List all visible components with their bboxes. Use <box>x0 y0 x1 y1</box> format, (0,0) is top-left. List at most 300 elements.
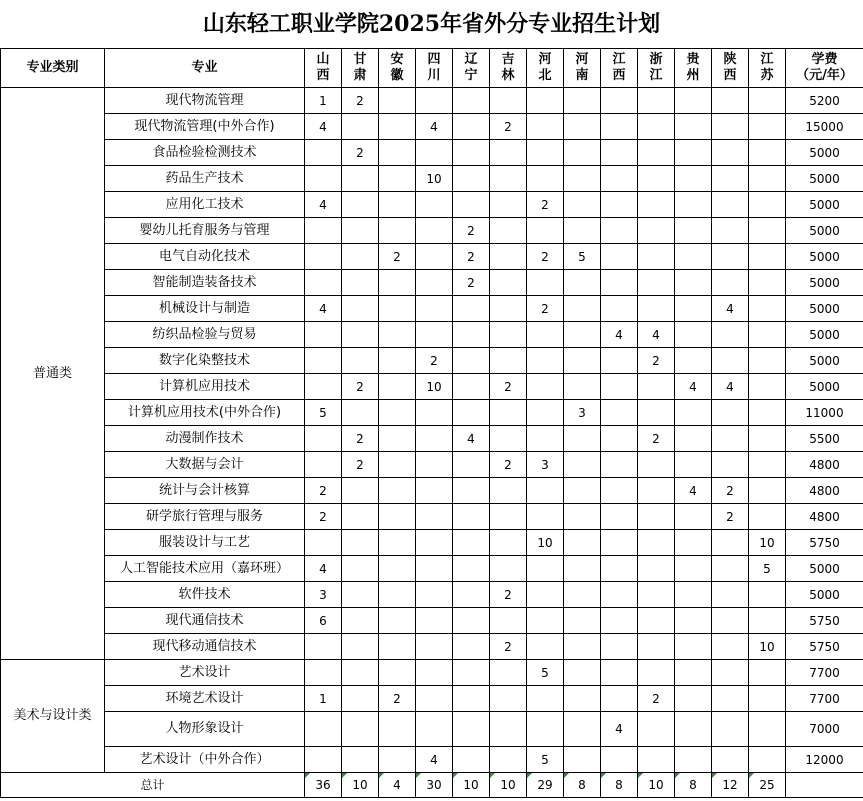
count-cell <box>601 747 638 773</box>
count-cell <box>527 348 564 374</box>
count-cell <box>490 686 527 712</box>
major-cell: 软件技术 <box>105 582 305 608</box>
header-province-char: 苏 <box>760 68 774 83</box>
header-category: 专业类别 <box>1 49 105 88</box>
count-cell <box>527 218 564 244</box>
count-cell <box>379 634 416 660</box>
count-cell <box>416 712 453 747</box>
count-cell <box>749 400 786 426</box>
count-cell: 2 <box>453 218 490 244</box>
count-cell <box>305 270 342 296</box>
table-footer <box>1 773 863 798</box>
count-cell <box>527 140 564 166</box>
count-cell <box>749 244 786 270</box>
count-cell <box>564 747 601 773</box>
count-cell <box>638 556 675 582</box>
count-cell <box>675 556 712 582</box>
total-count-cell: 8 <box>601 773 638 798</box>
count-cell <box>601 166 638 192</box>
header-province <box>527 49 564 88</box>
count-cell: 6 <box>305 608 342 634</box>
count-cell <box>527 504 564 530</box>
count-cell <box>601 140 638 166</box>
count-cell <box>712 400 749 426</box>
count-cell <box>638 88 675 114</box>
count-cell <box>675 166 712 192</box>
fee-cell: 4800 <box>786 504 863 530</box>
count-cell <box>675 244 712 270</box>
count-cell: 2 <box>712 504 749 530</box>
count-cell <box>712 322 749 348</box>
count-cell <box>601 530 638 556</box>
count-cell <box>675 270 712 296</box>
count-cell <box>305 322 342 348</box>
count-cell <box>342 747 379 773</box>
count-cell <box>601 426 638 452</box>
major-cell: 现代通信技术 <box>105 608 305 634</box>
table-row <box>1 452 863 478</box>
total-label: 总计 <box>1 773 305 798</box>
count-cell <box>490 712 527 747</box>
table-row <box>1 114 863 140</box>
header-province <box>416 49 453 88</box>
count-cell <box>379 478 416 504</box>
count-cell <box>305 712 342 747</box>
count-cell <box>416 452 453 478</box>
count-cell <box>638 140 675 166</box>
total-row <box>1 773 863 798</box>
count-cell <box>712 556 749 582</box>
count-cell <box>564 686 601 712</box>
count-cell: 4 <box>675 478 712 504</box>
total-count-cell: 10 <box>638 773 675 798</box>
count-cell: 4 <box>453 426 490 452</box>
count-cell <box>675 114 712 140</box>
count-cell <box>749 88 786 114</box>
header-province-char: 西 <box>316 68 330 83</box>
count-cell: 2 <box>416 348 453 374</box>
major-cell: 食品检验检测技术 <box>105 140 305 166</box>
major-cell: 统计与会计核算 <box>105 478 305 504</box>
count-cell <box>749 712 786 747</box>
table-row <box>1 374 863 400</box>
count-cell <box>638 400 675 426</box>
header-province-char: 川 <box>427 68 441 83</box>
count-cell <box>305 660 342 686</box>
count-cell <box>453 400 490 426</box>
count-cell <box>342 582 379 608</box>
fee-cell: 4800 <box>786 478 863 504</box>
count-cell <box>712 348 749 374</box>
count-cell <box>342 660 379 686</box>
table-row <box>1 322 863 348</box>
count-cell <box>712 426 749 452</box>
count-cell <box>416 296 453 322</box>
count-cell <box>379 140 416 166</box>
count-cell <box>490 348 527 374</box>
count-cell <box>601 348 638 374</box>
header-province-char: 山 <box>316 52 330 67</box>
total-count-cell: 29 <box>527 773 564 798</box>
header-province <box>342 49 379 88</box>
count-cell <box>638 634 675 660</box>
count-cell <box>564 374 601 400</box>
table-header <box>1 49 863 88</box>
count-cell <box>601 478 638 504</box>
header-province <box>564 49 601 88</box>
count-cell <box>601 582 638 608</box>
table-row <box>1 400 863 426</box>
count-cell <box>379 218 416 244</box>
count-cell <box>342 556 379 582</box>
count-cell <box>305 244 342 270</box>
count-cell <box>527 374 564 400</box>
count-cell <box>527 478 564 504</box>
count-cell <box>675 426 712 452</box>
header-province-char: 贵 <box>686 52 700 67</box>
count-cell <box>712 270 749 296</box>
count-cell <box>453 296 490 322</box>
total-count-cell: 8 <box>675 773 712 798</box>
count-cell <box>638 192 675 218</box>
count-cell <box>490 400 527 426</box>
count-cell: 2 <box>638 686 675 712</box>
count-cell <box>601 634 638 660</box>
table-row <box>1 686 863 712</box>
count-cell <box>490 504 527 530</box>
count-cell <box>416 426 453 452</box>
count-cell <box>675 582 712 608</box>
count-cell <box>712 747 749 773</box>
count-cell <box>749 686 786 712</box>
count-cell <box>379 374 416 400</box>
count-cell <box>749 218 786 244</box>
count-cell: 1 <box>305 686 342 712</box>
count-cell <box>638 166 675 192</box>
count-cell: 2 <box>527 192 564 218</box>
table-row <box>1 608 863 634</box>
count-cell <box>379 608 416 634</box>
count-cell <box>601 400 638 426</box>
count-cell <box>712 530 749 556</box>
major-cell: 计算机应用技术 <box>105 374 305 400</box>
count-cell <box>749 140 786 166</box>
count-cell <box>490 660 527 686</box>
header-province-char: 江 <box>649 68 663 83</box>
count-cell <box>712 712 749 747</box>
count-cell <box>564 322 601 348</box>
count-cell <box>675 296 712 322</box>
header-province <box>712 49 749 88</box>
count-cell <box>379 166 416 192</box>
count-cell: 2 <box>453 244 490 270</box>
total-count-cell: 36 <box>305 773 342 798</box>
major-cell: 应用化工技术 <box>105 192 305 218</box>
count-cell: 2 <box>490 634 527 660</box>
count-cell: 4 <box>305 114 342 140</box>
count-cell <box>453 322 490 348</box>
count-cell <box>564 712 601 747</box>
count-cell <box>601 192 638 218</box>
count-cell <box>601 296 638 322</box>
count-cell <box>416 608 453 634</box>
count-cell <box>712 244 749 270</box>
count-cell <box>453 712 490 747</box>
count-cell <box>601 504 638 530</box>
count-cell <box>749 747 786 773</box>
count-cell: 2 <box>527 244 564 270</box>
table-row <box>1 712 863 747</box>
table-row <box>1 218 863 244</box>
count-cell <box>305 374 342 400</box>
count-cell <box>416 530 453 556</box>
count-cell <box>638 660 675 686</box>
total-count-cell: 10 <box>342 773 379 798</box>
major-cell: 人工智能技术应用（嘉环班） <box>105 556 305 582</box>
header-province-char: 河 <box>575 52 589 67</box>
count-cell <box>342 166 379 192</box>
header-province <box>675 49 712 88</box>
count-cell <box>675 530 712 556</box>
count-cell <box>453 452 490 478</box>
count-cell: 2 <box>305 478 342 504</box>
count-cell <box>749 478 786 504</box>
count-cell: 4 <box>712 296 749 322</box>
count-cell <box>675 608 712 634</box>
table-body <box>1 88 863 773</box>
count-cell <box>638 504 675 530</box>
fee-cell: 5750 <box>786 634 863 660</box>
count-cell <box>453 504 490 530</box>
count-cell: 10 <box>416 166 453 192</box>
count-cell <box>601 88 638 114</box>
count-cell: 3 <box>305 582 342 608</box>
count-cell <box>379 322 416 348</box>
table-row <box>1 270 863 296</box>
count-cell <box>712 608 749 634</box>
count-cell <box>416 192 453 218</box>
header-province-char: 江 <box>612 52 626 67</box>
count-cell: 2 <box>638 426 675 452</box>
count-cell <box>601 608 638 634</box>
table-row <box>1 556 863 582</box>
count-cell <box>675 88 712 114</box>
count-cell: 2 <box>490 452 527 478</box>
count-cell <box>749 582 786 608</box>
total-fee-cell <box>786 773 863 798</box>
count-cell <box>675 747 712 773</box>
count-cell <box>453 686 490 712</box>
total-count-cell: 12 <box>712 773 749 798</box>
major-cell: 动漫制作技术 <box>105 426 305 452</box>
count-cell: 3 <box>564 400 601 426</box>
count-cell: 5 <box>527 747 564 773</box>
count-cell: 10 <box>416 374 453 400</box>
table-row <box>1 582 863 608</box>
count-cell: 5 <box>305 400 342 426</box>
count-cell <box>490 608 527 634</box>
header-fee <box>786 49 863 88</box>
header-province <box>638 49 675 88</box>
fee-cell: 5750 <box>786 530 863 556</box>
fee-cell: 5000 <box>786 296 863 322</box>
count-cell <box>712 192 749 218</box>
count-cell <box>527 608 564 634</box>
count-cell <box>527 582 564 608</box>
major-cell: 婴幼儿托育服务与管理 <box>105 218 305 244</box>
total-count-cell: 4 <box>379 773 416 798</box>
count-cell <box>675 348 712 374</box>
total-count-cell: 30 <box>416 773 453 798</box>
count-cell <box>564 88 601 114</box>
count-cell <box>749 192 786 218</box>
table-row <box>1 426 863 452</box>
count-cell <box>638 530 675 556</box>
table-row <box>1 530 863 556</box>
count-cell <box>490 140 527 166</box>
count-cell <box>712 218 749 244</box>
major-cell: 数字化染整技术 <box>105 348 305 374</box>
header-province-char: 北 <box>538 68 552 83</box>
count-cell <box>527 634 564 660</box>
table-row <box>1 478 863 504</box>
count-cell <box>305 452 342 478</box>
fee-cell: 15000 <box>786 114 863 140</box>
count-cell: 3 <box>527 452 564 478</box>
major-cell: 纺织品检验与贸易 <box>105 322 305 348</box>
table-row <box>1 244 863 270</box>
fee-cell: 5000 <box>786 322 863 348</box>
count-cell <box>379 114 416 140</box>
count-cell <box>675 218 712 244</box>
count-cell <box>379 747 416 773</box>
count-cell <box>564 530 601 556</box>
count-cell <box>379 296 416 322</box>
count-cell: 2 <box>342 426 379 452</box>
count-cell <box>379 400 416 426</box>
count-cell <box>527 712 564 747</box>
count-cell <box>749 426 786 452</box>
count-cell <box>416 88 453 114</box>
count-cell <box>490 192 527 218</box>
count-cell: 2 <box>453 270 490 296</box>
header-province-char: 南 <box>575 68 589 83</box>
header-province-char: 肃 <box>353 68 367 83</box>
count-cell: 4 <box>416 114 453 140</box>
count-cell <box>564 608 601 634</box>
count-cell <box>305 747 342 773</box>
count-cell <box>564 296 601 322</box>
header-fee-line: （元/年） <box>796 68 853 83</box>
table-row <box>1 660 863 686</box>
count-cell <box>416 244 453 270</box>
major-cell: 计算机应用技术(中外合作) <box>105 400 305 426</box>
header-province-char: 浙 <box>649 52 663 67</box>
count-cell <box>527 686 564 712</box>
fee-cell: 5000 <box>786 348 863 374</box>
table-row <box>1 634 863 660</box>
count-cell <box>416 582 453 608</box>
count-cell: 4 <box>305 192 342 218</box>
count-cell <box>675 504 712 530</box>
header-province <box>453 49 490 88</box>
count-cell <box>416 686 453 712</box>
fee-cell: 7000 <box>786 712 863 747</box>
count-cell: 2 <box>342 88 379 114</box>
count-cell <box>564 634 601 660</box>
count-cell <box>490 747 527 773</box>
header-province <box>379 49 416 88</box>
count-cell: 2 <box>305 504 342 530</box>
count-cell <box>564 556 601 582</box>
count-cell: 2 <box>379 244 416 270</box>
header-province-char: 州 <box>686 68 700 83</box>
page-title: 山东轻工职业学院2025年省外分专业招生计划 <box>202 11 661 37</box>
fee-cell: 5000 <box>786 218 863 244</box>
count-cell <box>490 556 527 582</box>
count-cell <box>305 530 342 556</box>
count-cell <box>490 218 527 244</box>
fee-cell: 5000 <box>786 192 863 218</box>
count-cell: 2 <box>712 478 749 504</box>
table-row <box>1 747 863 773</box>
fee-cell: 5000 <box>786 140 863 166</box>
major-cell: 现代物流管理 <box>105 88 305 114</box>
count-cell <box>379 192 416 218</box>
major-cell: 机械设计与制造 <box>105 296 305 322</box>
fee-cell: 4800 <box>786 452 863 478</box>
header-province-char: 西 <box>723 68 737 83</box>
count-cell <box>601 374 638 400</box>
count-cell <box>379 660 416 686</box>
count-cell <box>416 660 453 686</box>
count-cell: 2 <box>490 374 527 400</box>
major-cell: 研学旅行管理与服务 <box>105 504 305 530</box>
count-cell <box>416 478 453 504</box>
count-cell <box>453 608 490 634</box>
count-cell: 4 <box>638 322 675 348</box>
count-cell <box>379 582 416 608</box>
count-cell <box>453 140 490 166</box>
major-cell: 电气自动化技术 <box>105 244 305 270</box>
count-cell <box>379 452 416 478</box>
count-cell <box>453 348 490 374</box>
count-cell <box>305 218 342 244</box>
fee-cell: 5500 <box>786 426 863 452</box>
count-cell: 10 <box>527 530 564 556</box>
count-cell <box>749 270 786 296</box>
count-cell <box>342 296 379 322</box>
total-count-cell: 25 <box>749 773 786 798</box>
count-cell <box>749 166 786 192</box>
count-cell <box>490 478 527 504</box>
count-cell <box>601 114 638 140</box>
count-cell <box>453 166 490 192</box>
major-cell: 现代移动通信技术 <box>105 634 305 660</box>
count-cell <box>564 140 601 166</box>
count-cell: 2 <box>527 296 564 322</box>
count-cell <box>675 452 712 478</box>
count-cell <box>638 296 675 322</box>
count-cell <box>416 556 453 582</box>
count-cell <box>712 634 749 660</box>
fee-cell: 7700 <box>786 660 863 686</box>
header-province-char: 安 <box>390 52 404 67</box>
fee-cell: 5000 <box>786 556 863 582</box>
header-province-char: 陕 <box>723 52 737 67</box>
enrollment-table <box>0 48 863 798</box>
count-cell <box>638 452 675 478</box>
